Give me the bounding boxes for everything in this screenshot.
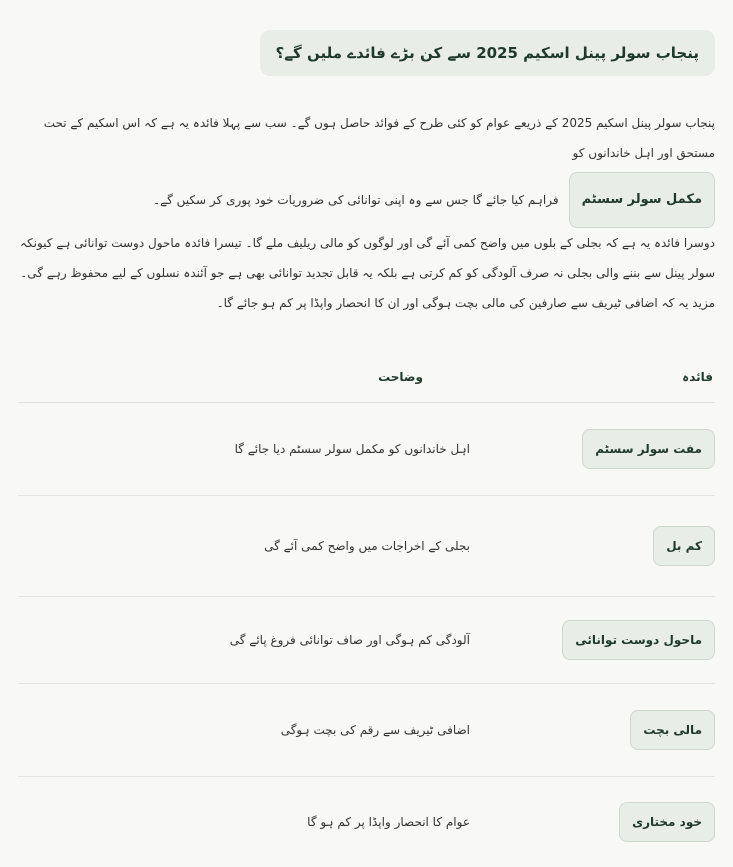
section-heading — [260, 30, 715, 76]
intro-line-2: فراہم کیا جائے گا جس سے وہ اپنی توانائی کی ضروریات خود پوری کر سکیں گے۔ — [153, 193, 559, 207]
benefits-table — [18, 352, 715, 867]
benefit-badge: مالی بچت — [630, 710, 715, 750]
benefits-paragraph: دوسرا فائدہ یہ ہے کہ بجلی کے بلوں میں واضح کمی آئے گی اور لوگوں کو مالی ریلیف ملے گا۔ تیسرا فائدہ ماحول دوست توانائی ہے کیونکہ سولر پینل سے بننے والی بجلی نہ صرف آلودگی کو کم کرتی ہے بلکہ یہ قابل تجدید توانائی بھی ہے جو آئندہ نسلوں کے لیے محفوظ رہے گی۔ مزید یہ کہ اضافی ٹیریف سے صارفین کی مالی بچت ہوگی اور ان کا انحصار واپڈا پر کم ہو جائے گا۔ — [19, 236, 715, 310]
benefit-badge: کم بل — [653, 526, 715, 566]
benefit-badge: مفت سولر سسٹم — [582, 429, 715, 469]
table-row — [18, 684, 715, 777]
table-header — [18, 352, 715, 403]
table-row — [18, 496, 715, 597]
benefit-badge: خود مختاری — [619, 802, 715, 842]
intro-paragraph — [18, 108, 715, 228]
table-row — [18, 777, 715, 867]
benefit-explanation: اہل خاندانوں کو مکمل سولر سسٹم دیا جائے گا — [234, 442, 470, 456]
highlight-complete-solar-system: مکمل سولر سسٹم — [569, 172, 715, 228]
benefit-explanation: اضافی ٹیریف سے رقم کی بچت ہوگی — [280, 723, 470, 737]
section-heading-text: پنجاب سولر پینل اسکیم 2025 سے کن بڑے فائدے ملیں گے؟ — [275, 44, 699, 62]
header-benefit: فائدہ — [682, 370, 713, 384]
header-explanation: وضاحت — [378, 370, 423, 384]
benefit-explanation: آلودگی کم ہوگی اور صاف توانائی فروغ پائے گی — [229, 633, 470, 647]
benefit-explanation: بجلی کے اخراجات میں واضح کمی آئے گی — [264, 539, 470, 553]
benefit-explanation: عوام کا انحصار واپڈا پر کم ہو گا — [307, 815, 470, 829]
benefit-badge: ماحول دوست توانائی — [562, 620, 715, 660]
table-row — [18, 597, 715, 684]
table-row — [18, 403, 715, 496]
intro-line-1: پنجاب سولر پینل اسکیم 2025 کے ذریعے عوام کو کئی طرح کے فوائد حاصل ہوں گے۔ سب سے پہلا فائدہ یہ ہے کہ اس اسکیم کے تحت مستحق اور اہل خاندانوں کو — [43, 116, 715, 160]
